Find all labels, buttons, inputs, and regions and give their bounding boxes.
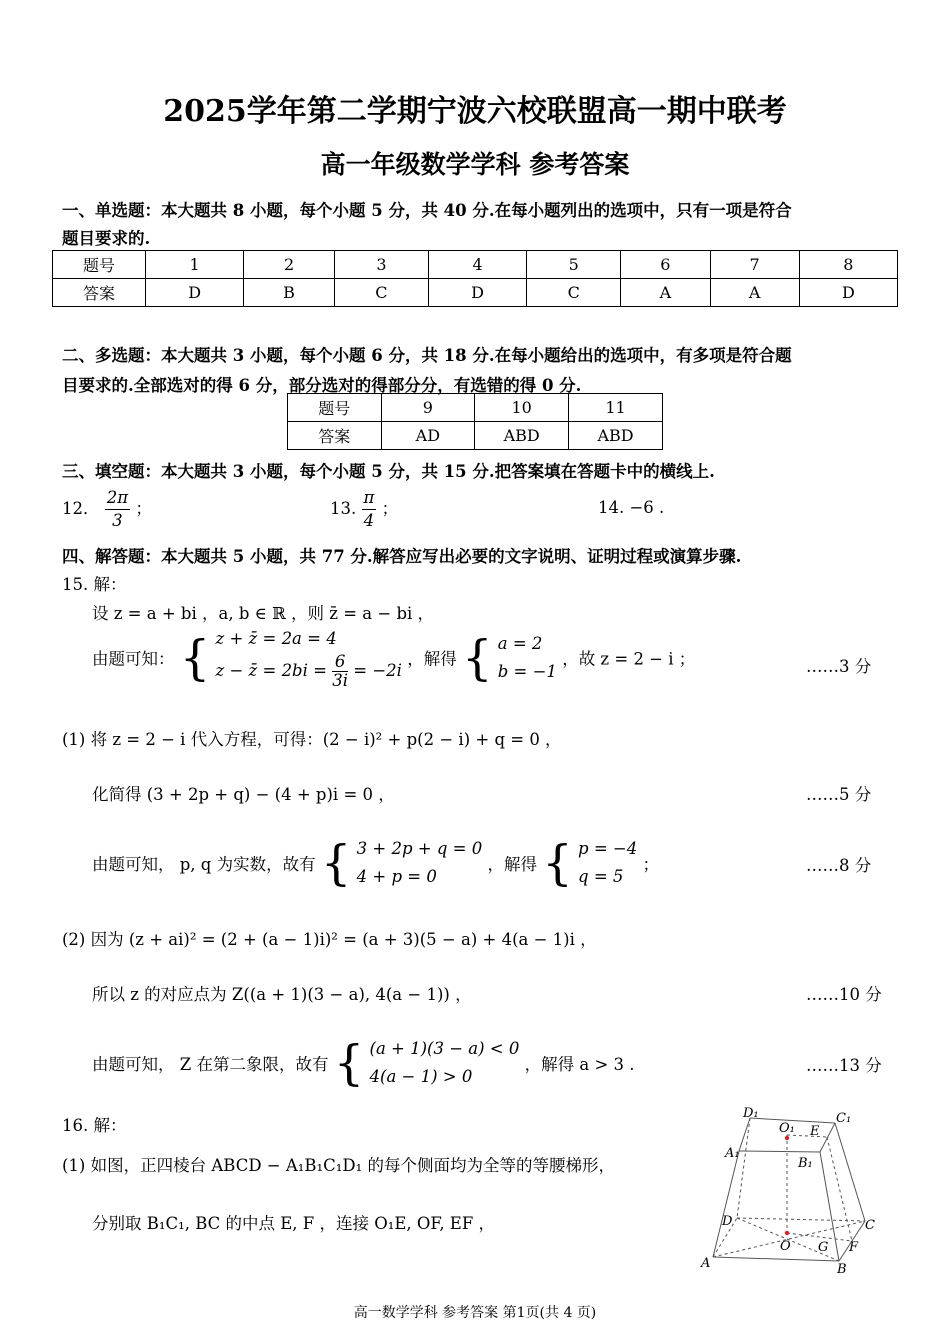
brace-glyph: { <box>542 835 573 891</box>
q15-part1-line2: 化简得 (3 + 2p + q) − (4 + p)i = 0 ， <box>92 785 395 804</box>
table-cell: 答案 <box>53 279 146 307</box>
section2-heading-line1: 二、多选题：本大题共 3 小题，每个小题 6 分，共 18 分.在每小题给出的选项中，有多项是符合题 <box>62 346 792 365</box>
table-cell: ABD <box>475 422 569 450</box>
label-d1: D₁ <box>743 1106 759 1121</box>
table-cell: 答案 <box>288 422 382 450</box>
edge-b1a1 <box>739 1151 820 1152</box>
table-cell: 9 <box>381 394 475 422</box>
fraction-numerator: 6 <box>332 653 348 672</box>
label-d: D <box>722 1214 733 1229</box>
answer-12-tail: ； <box>135 499 152 518</box>
fraction-numerator: 2π <box>105 487 130 510</box>
answer-12 <box>62 487 152 532</box>
table-cell: 2 <box>244 251 335 279</box>
score-mark: ……3 分 <box>806 657 872 676</box>
q15-part1-line3 <box>92 835 659 891</box>
label-b1: B₁ <box>798 1156 813 1171</box>
table-cell: A <box>621 279 710 307</box>
table-cell: ABD <box>569 422 663 450</box>
fraction-numerator: π <box>362 487 377 510</box>
table-cell: 5 <box>527 251 621 279</box>
q15-part1-line3-mid: ，解得 <box>487 855 537 874</box>
q15-conclude: ，故 z = 2 − i ； <box>562 649 696 669</box>
table-cell: 4 <box>428 251 526 279</box>
fraction-denominator: 4 <box>363 511 375 530</box>
page-title: 2025学年第二学期宁波六校联盟高一期中联考 <box>163 94 787 129</box>
table-cell: D <box>428 279 526 307</box>
label-b: B <box>837 1262 847 1275</box>
table-cell: 题号 <box>288 394 382 422</box>
table-row <box>288 394 663 422</box>
table-cell: A <box>710 279 799 307</box>
table-cell: 1 <box>146 251 244 279</box>
brace-glyph: { <box>461 629 493 686</box>
q15-part1-line3-pre: 由题可知， p, q 为实数，故有 <box>92 855 316 874</box>
q15-part1-line1: (1) 将 z = 2 − i 代入方程，可得：(2 − i)² + p(2 − i) + q = 0 ， <box>62 730 562 749</box>
system-line: 4 + p = 0 <box>356 867 437 886</box>
table-cell: C <box>527 279 621 307</box>
frustum-figure <box>695 1105 895 1275</box>
section4-heading: 四、解答题：本大题共 5 小题，共 77 分.解答应写出必要的文字说明、证明过程或演算步骤. <box>62 547 742 566</box>
brace-glyph: { <box>333 1035 365 1091</box>
edge-c1c <box>835 1123 865 1221</box>
q15-known-line <box>92 625 695 690</box>
table-cell: C <box>334 279 428 307</box>
table-cell: 10 <box>475 394 569 422</box>
answer-13-tail: ； <box>381 499 399 518</box>
fraction-denominator: 3i <box>332 671 349 690</box>
equation-system-3 <box>357 835 483 891</box>
q15-solve-prefix: ，解得 <box>407 649 457 669</box>
score-mark: ……13 分 <box>806 1056 882 1075</box>
system-line-pre: z − z̄ = 2bi = <box>215 661 327 680</box>
system-fraction <box>332 653 348 690</box>
section1-heading-line2: 题目要求的. <box>62 229 151 248</box>
system-line: a = 2 <box>497 633 543 653</box>
system-line: 4(a − 1) > 0 <box>369 1067 473 1086</box>
section1-heading-line1: 一、单选题：本大题共 8 小题，每个小题 5 分，共 40 分.在每小题列出的选项中，只有一项是符合 <box>62 201 792 220</box>
brace-glyph: { <box>320 835 352 891</box>
score-mark: ……10 分 <box>806 985 882 1004</box>
edge-ab <box>713 1257 839 1261</box>
table-row <box>288 422 663 450</box>
q16-head: 16. 解： <box>62 1116 127 1135</box>
table-row <box>53 251 898 279</box>
page-subtitle: 高一年级数学学科 参考答案 <box>320 150 630 179</box>
label-e: E <box>810 1124 820 1139</box>
equation-system-5 <box>370 1035 520 1091</box>
answer-13-fraction <box>362 487 377 532</box>
system-line: 3 + 2p + q = 0 <box>356 839 483 858</box>
table-cell: 8 <box>799 251 897 279</box>
label-a1: A₁ <box>725 1146 740 1161</box>
equation-system-1 <box>216 625 402 690</box>
edge-a1d1 <box>739 1118 750 1151</box>
page-footer: 高一数学学科 参考答案 第1页(共 4 页) <box>353 1305 597 1321</box>
section2-answer-table <box>287 393 663 450</box>
q15-part1-line3-post: ； <box>642 855 659 874</box>
score-mark: ……5 分 <box>806 785 872 804</box>
table-cell: D <box>146 279 244 307</box>
label-o: O <box>780 1239 791 1254</box>
answer-13 <box>330 487 398 532</box>
table-row <box>53 279 898 307</box>
section3-heading: 三、填空题：本大题共 3 小题，每个小题 5 分，共 15 分.把答案填在答题卡中的横线上. <box>62 462 715 481</box>
score-mark: ……8 分 <box>806 856 872 875</box>
table-cell: 6 <box>621 251 710 279</box>
answer-12-label: 12． <box>62 499 100 518</box>
brace-glyph: { <box>179 629 211 686</box>
section2-heading-line2: 目要求的.全部选对的得 6 分，部分选对的得部分分，有选错的得 0 分. <box>62 376 582 395</box>
q15-set-line: 设 z = a + bi ，a, b ∈ ℝ ，则 z̄ = a − bi ， <box>92 604 435 623</box>
q15-part2-line3-pre: 由题可知， Z 在第二象限，故有 <box>92 1055 329 1074</box>
answer-13-label: 13. <box>330 499 357 518</box>
system-line-post: = −2i <box>353 661 402 680</box>
table-cell: 题号 <box>53 251 146 279</box>
equation-system-2 <box>498 630 557 686</box>
system-line: z + z̄ = 2a = 4 <box>215 629 337 648</box>
equation-system-4 <box>578 835 637 891</box>
system-line: p = −4 <box>578 839 638 858</box>
label-c1: C₁ <box>836 1111 852 1126</box>
table-cell: 3 <box>334 251 428 279</box>
label-g: G <box>818 1240 829 1255</box>
system-line: (a + 1)(3 − a) < 0 <box>369 1039 520 1058</box>
section1-answer-table <box>52 250 898 307</box>
edge-a1a <box>713 1151 739 1257</box>
edge-d1d <box>737 1118 750 1218</box>
point-o-dot <box>785 1231 789 1235</box>
fraction-denominator: 3 <box>112 511 123 530</box>
system-line: b = −1 <box>497 661 557 681</box>
label-f: F <box>849 1240 859 1255</box>
system-line: q = 5 <box>578 867 624 886</box>
q15-part2-line3-post: ，解得 a > 3 . <box>524 1055 635 1074</box>
q15-part2-line1: (2) 因为 (z + ai)² = (2 + (a − 1)i)² = (a + 3)(5 − a) + 4(a − 1)i ， <box>62 930 597 949</box>
q15-part2-line3 <box>92 1035 635 1091</box>
q15-known-prefix: 由题可知： <box>92 649 175 669</box>
point-o1-dot <box>785 1136 789 1140</box>
q16-line1: (1) 如图，正四棱台 ABCD − A₁B₁C₁D₁ 的每个侧面均为全等的等腰梯形， <box>62 1156 615 1175</box>
table-cell: AD <box>381 422 475 450</box>
label-a: A <box>701 1256 711 1271</box>
table-cell: 7 <box>710 251 799 279</box>
table-cell: B <box>244 279 335 307</box>
line-ef <box>827 1137 852 1241</box>
label-o1: O₁ <box>779 1121 795 1136</box>
table-cell: D <box>799 279 897 307</box>
edge-dc <box>737 1218 865 1221</box>
label-c: C <box>865 1218 875 1233</box>
answer-12-fraction <box>105 487 130 532</box>
q15-head: 15. 解： <box>62 575 127 594</box>
table-cell: 11 <box>569 394 663 422</box>
q15-part2-line2: 所以 z 的对应点为 Z((a + 1)(3 − a), 4(a − 1)) ， <box>92 985 472 1004</box>
answer-14: 14. −6 . <box>598 498 665 517</box>
q16-line2: 分别取 B₁C₁, BC 的中点 E, F ，连接 O₁E, OF, EF ， <box>92 1214 496 1233</box>
